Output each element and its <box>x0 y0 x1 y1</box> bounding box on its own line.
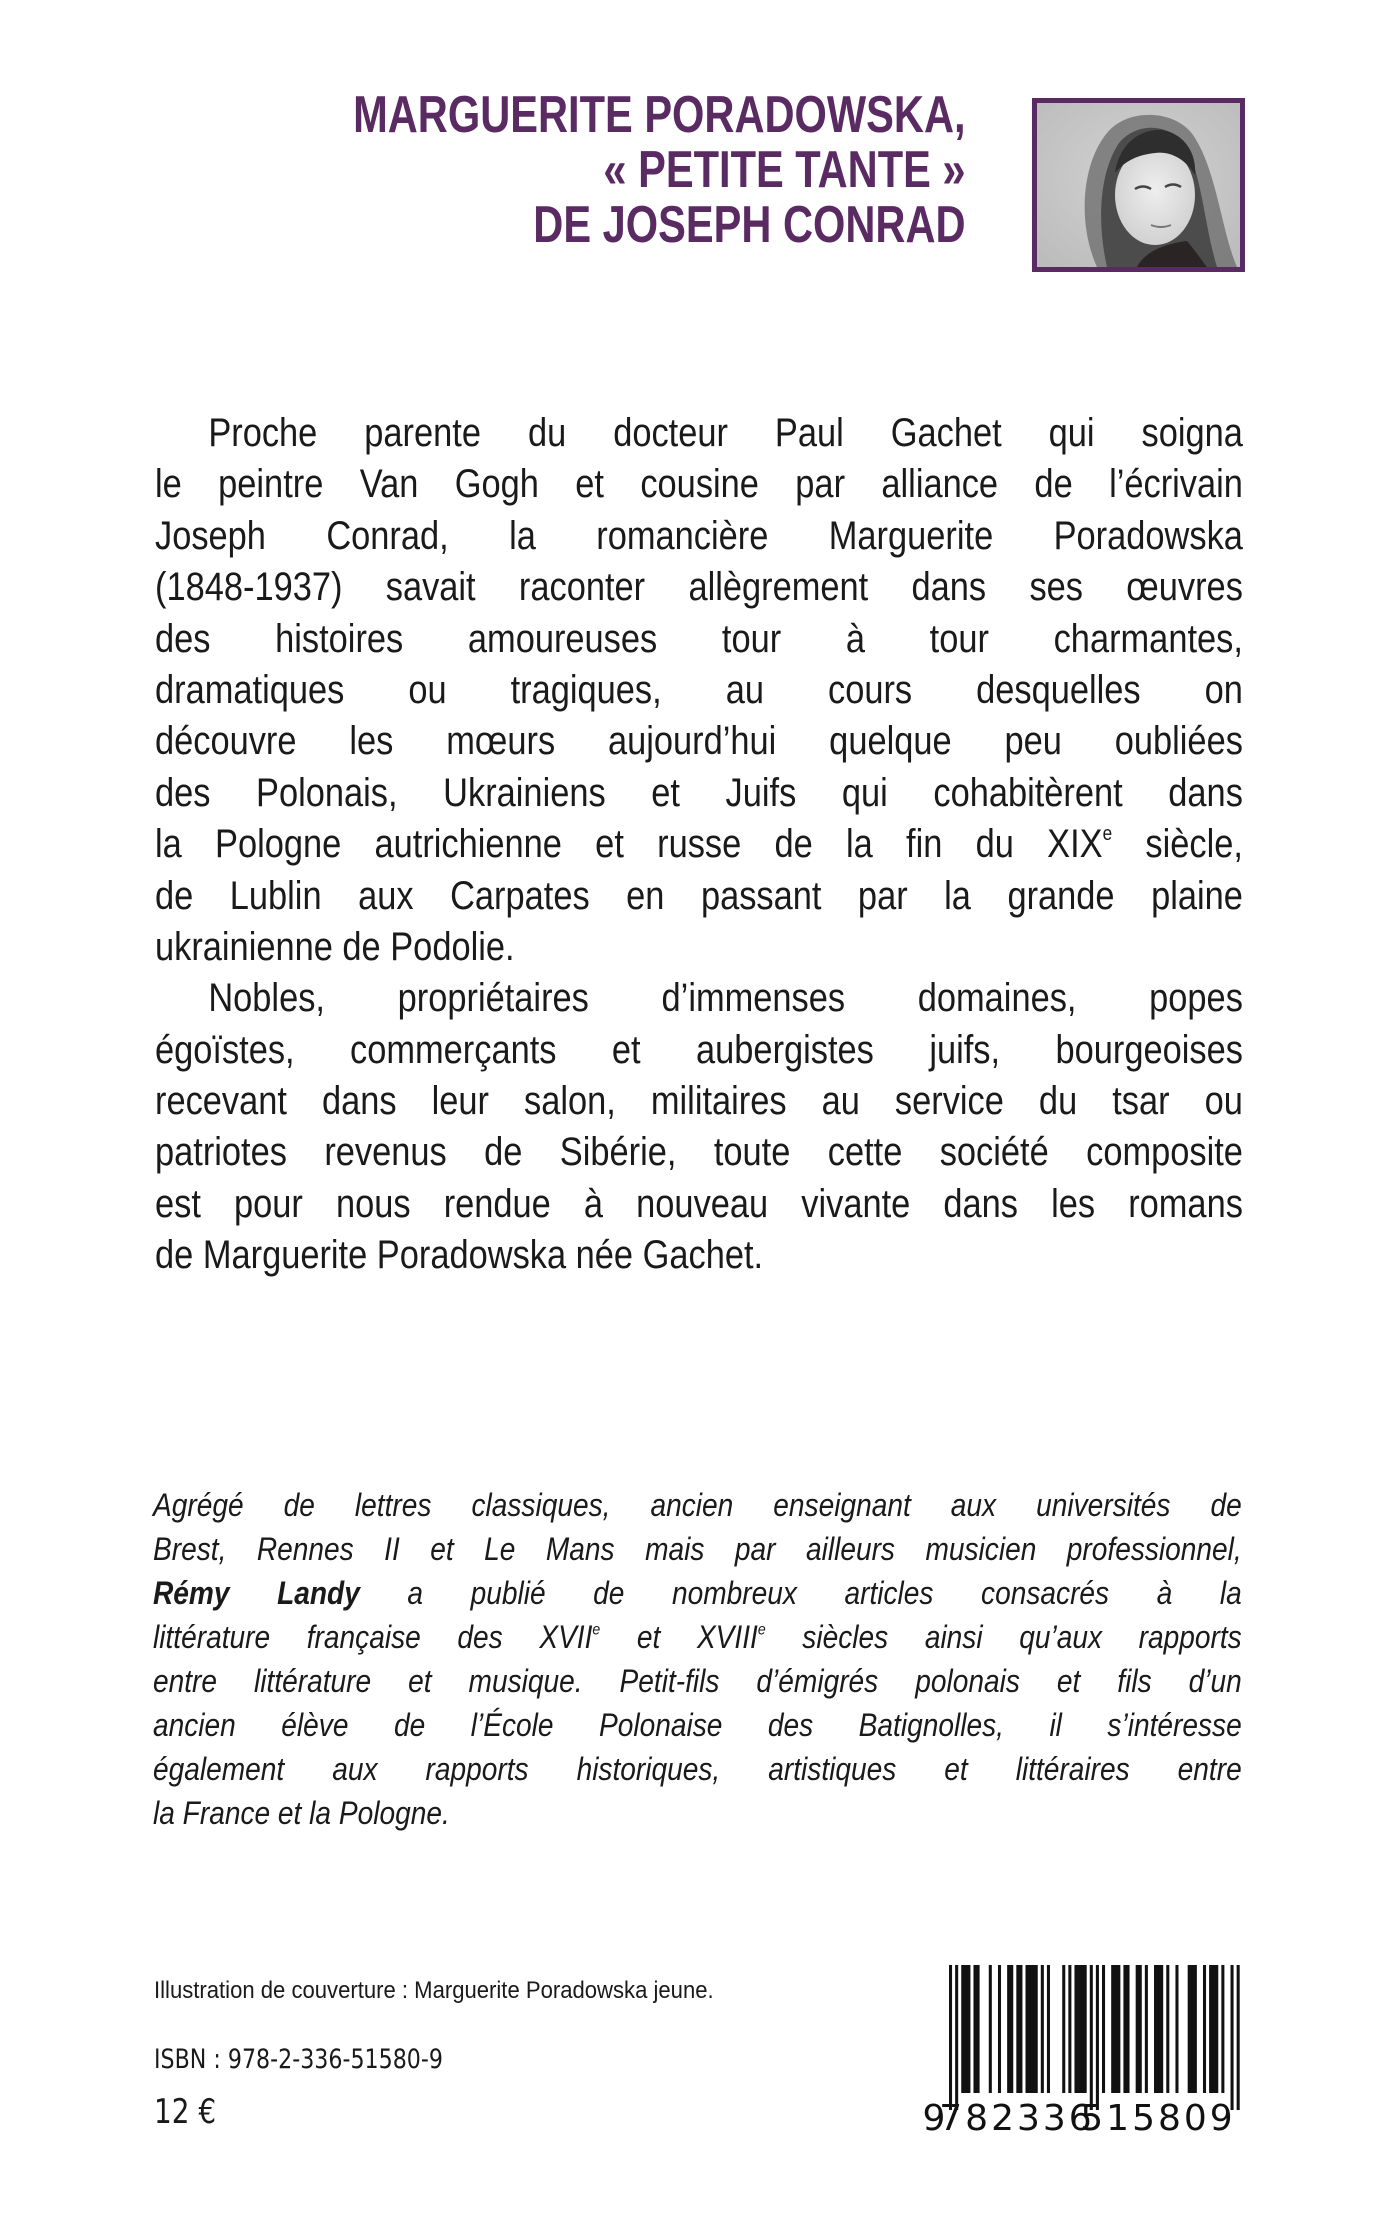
barcode-bar <box>1175 1965 1178 2093</box>
price: 12 € <box>154 2092 217 2132</box>
barcode-guard-bar <box>1096 1965 1099 2110</box>
bio-text-run: littérature française des XVII <box>153 1619 593 1655</box>
barcode-graphic <box>920 1955 1250 2140</box>
summary-line: de Marguerite Poradowska née Gachet. <box>155 1233 764 1278</box>
barcode-guard-bar <box>1237 1965 1240 2110</box>
barcode-bar <box>1111 1965 1120 2093</box>
barcode-digits-left: 782336 <box>939 2098 1095 2139</box>
summary-paragraph-2 <box>155 973 1243 1281</box>
isbn: ISBN : 978-2-336-51580-9 <box>154 2044 443 2075</box>
barcode-bar <box>1209 1965 1218 2093</box>
illustration-credit: Illustration de couverture : Marguerite Poradowska jeune. <box>154 1977 714 2004</box>
barcode-guard-bar <box>1231 1965 1234 2110</box>
barcode-bar <box>1007 1965 1013 2093</box>
barcode-guard-bar <box>955 1965 958 2110</box>
barcode-bar <box>1136 1965 1142 2093</box>
summary-line: Joseph Conrad, la romancière Marguerite Poradowska <box>155 513 1243 558</box>
bio-line: Brest, Rennes II et Le Mans mais par ailleurs musicien professionnel, <box>153 1531 1242 1567</box>
summary-line: égoïstes, commerçants et aubergistes juifs, bourgeoises <box>155 1027 1243 1072</box>
bio-text-run: et XVIII <box>600 1619 758 1655</box>
portrait-image <box>1032 98 1245 272</box>
barcode-bar <box>1026 1965 1038 2093</box>
summary-line: est pour nous rendue à nouveau vivante dans les romans <box>155 1181 1243 1226</box>
superscript: e <box>1102 823 1113 846</box>
barcode-bar <box>1016 1965 1022 2093</box>
superscript: e <box>592 1621 601 1639</box>
barcode-bar <box>989 1965 992 2093</box>
bio-line: également aux rapports historiques, artistiques et littéraires entre <box>153 1751 1242 1787</box>
summary-text-run: la Pologne autrichienne et russe de la fin du XIX <box>155 822 1103 867</box>
title-line-3: DE JOSEPH CONRAD <box>533 196 966 254</box>
summary-text-run: siècle, <box>1112 822 1243 867</box>
book-title <box>200 88 966 253</box>
bio-line: la France et la Pologne. <box>153 1795 450 1831</box>
summary-line: (1848-1937) savait raconter allègrement dans ses œuvres <box>155 565 1243 610</box>
superscript: e <box>757 1621 766 1639</box>
bio-line: entre littérature et musique. Petit-fils d’émigrés polonais et fils d’un <box>153 1663 1242 1699</box>
summary-line: patriotes revenus de Sibérie, toute cette société composite <box>155 1130 1243 1175</box>
barcode-bar <box>1041 1965 1044 2093</box>
ean-barcode <box>920 1955 1250 2140</box>
barcode-bar <box>1188 1965 1197 2093</box>
title-line-1: MARGUERITE PORADOWSKA, <box>353 86 966 144</box>
barcode-bars <box>949 1965 1240 2110</box>
summary-line: Nobles, propriétaires d’immenses domaines, popes <box>208 976 1243 1021</box>
summary-line: Proche parente du docteur Paul Gachet qui soigna <box>208 411 1243 455</box>
author-name: Rémy Landy <box>153 1575 360 1611</box>
barcode-guard-bar <box>949 1965 952 2110</box>
barcode-bar <box>973 1965 979 2093</box>
barcode-bar <box>1203 1965 1206 2093</box>
barcode-bar <box>998 1965 1001 2093</box>
bio-line <box>153 1615 1242 1659</box>
barcode-bar <box>1154 1965 1163 2093</box>
barcode-bar <box>1074 1965 1086 2093</box>
barcode-bar <box>1047 1965 1050 2093</box>
bio-text-run: a publié de nombreux articles consacrés à la <box>359 1575 1242 1611</box>
summary-line: découvre les mœurs aujourd’hui quelque peu oubliées <box>155 719 1243 764</box>
barcode-bar <box>1068 1965 1071 2093</box>
barcode-bar <box>1123 1965 1129 2093</box>
summary-line: ukrainienne de Podolie. <box>155 924 515 969</box>
bio-line: Agrégé de lettres classiques, ancien enseignant aux universités de <box>153 1487 1242 1523</box>
summary-line: des Polonais, Ukrainiens et Juifs qui cohabitèrent dans <box>155 770 1243 815</box>
barcode-guard-bar <box>1090 1965 1093 2110</box>
summary-line: recevant dans leur salon, militaires au service du tsar ou <box>155 1079 1243 1124</box>
barcode-digit-first: 9 <box>922 2098 946 2139</box>
title-line-2: « PETITE TANTE » <box>603 141 966 199</box>
bio-text-run: siècles ainsi qu’aux rapports <box>765 1619 1242 1655</box>
summary-paragraph-1 <box>155 408 1243 973</box>
author-bio <box>153 1483 1242 1835</box>
summary-line: dramatiques ou tragiques, au cours desquelles on <box>155 667 1243 712</box>
barcode-bar <box>1062 1965 1065 2093</box>
summary-line: le peintre Van Gogh et cousine par alliance de l’écrivain <box>155 462 1243 507</box>
barcode-digits-right: 515809 <box>1080 2098 1236 2139</box>
barcode-bar <box>1221 1965 1224 2093</box>
bio-line: ancien élève de l’École Polonaise des Batignolles, il s’intéresse <box>153 1707 1242 1743</box>
barcode-bar <box>1166 1965 1169 2093</box>
barcode-bar <box>1102 1965 1105 2093</box>
summary-line: des histoires amoureuses tour à tour charmantes, <box>155 616 1243 661</box>
bio-line <box>153 1571 1242 1615</box>
summary-line: de Lublin aux Carpates en passant par la grande plaine <box>155 873 1243 918</box>
barcode-bar <box>961 1965 970 2093</box>
portrait-photo <box>1037 103 1240 267</box>
barcode-bar <box>1145 1965 1148 2093</box>
summary-text <box>155 408 1243 1282</box>
summary-line <box>155 819 1243 870</box>
